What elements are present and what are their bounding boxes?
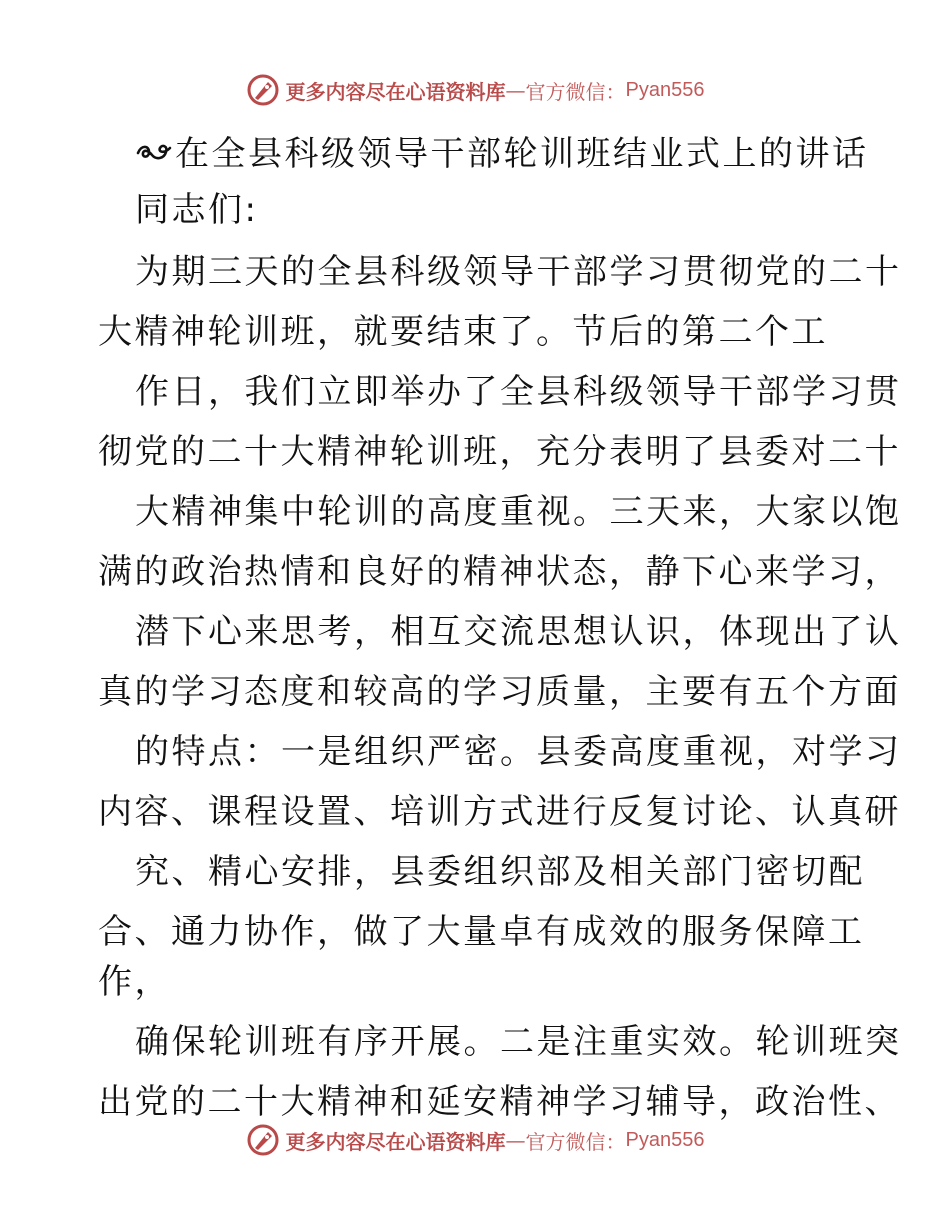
paragraph-line: 真的学习态度和较高的学习质量，主要有五个方面: [98, 672, 901, 712]
paragraph-line: 内容、课程设置、培训方式进行反复讨论、认真研: [98, 792, 901, 832]
paragraph-line: 出党的二十大精神和延安精神学习辅导，政治性、: [98, 1082, 901, 1122]
watermark-separator: —: [505, 1128, 526, 1152]
paragraph-line: 合、通力协作，做了大量卓有成效的服务保障工: [98, 912, 865, 952]
flourish-icon: [135, 135, 173, 165]
header-watermark: [0, 70, 950, 110]
paragraph-line: 彻党的二十大精神轮训班，充分表明了县委对二十: [98, 432, 901, 472]
watermark-wechat-id: Pyan556: [625, 1128, 705, 1151]
paragraph-line: 作日，我们立即举办了全县科级领导干部学习贯: [135, 372, 902, 412]
paragraph-line: 潜下心来思考，相互交流思想认识，体现出了认: [135, 612, 902, 652]
watermark-wechat-label: 官方微信：: [525, 79, 626, 104]
paragraph-line: 作，: [98, 962, 171, 1002]
watermark-wechat-label: 官方微信：: [525, 1129, 626, 1154]
pen-nib-logo-icon: [246, 73, 280, 107]
watermark-separator: —: [505, 78, 526, 102]
paragraph-line: 同志们:: [135, 190, 259, 230]
paragraph-line: 大精神集中轮训的高度重视。三天来，大家以饱: [135, 492, 902, 532]
watermark-text: 更多内容尽在心语资料库: [285, 1129, 506, 1154]
pen-nib-logo-icon: [246, 1123, 280, 1157]
document-title-row: [135, 120, 869, 180]
paragraph-line: 确保轮训班有序开展。二是注重实效。轮训班突: [135, 1022, 902, 1062]
paragraph-line: 大精神轮训班，就要结束了。节后的第二个工: [98, 312, 828, 352]
watermark-text: 更多内容尽在心语资料库: [285, 79, 506, 104]
paragraph-line: 满的政治热情和良好的精神状态，静下心来学习，: [98, 552, 901, 592]
paragraph-line: 究、精心安排，县委组织部及相关部门密切配: [135, 852, 865, 892]
document-title: 在全县科级领导干部轮训班结业式上的讲话: [175, 133, 869, 174]
paragraph-line: 的特点：一是组织严密。县委高度重视，对学习: [135, 732, 902, 772]
paragraph-line: 为期三天的全县科级领导干部学习贯彻党的二十: [135, 252, 902, 292]
footer-watermark: [0, 1120, 950, 1160]
watermark-wechat-id: Pyan556: [625, 78, 705, 101]
